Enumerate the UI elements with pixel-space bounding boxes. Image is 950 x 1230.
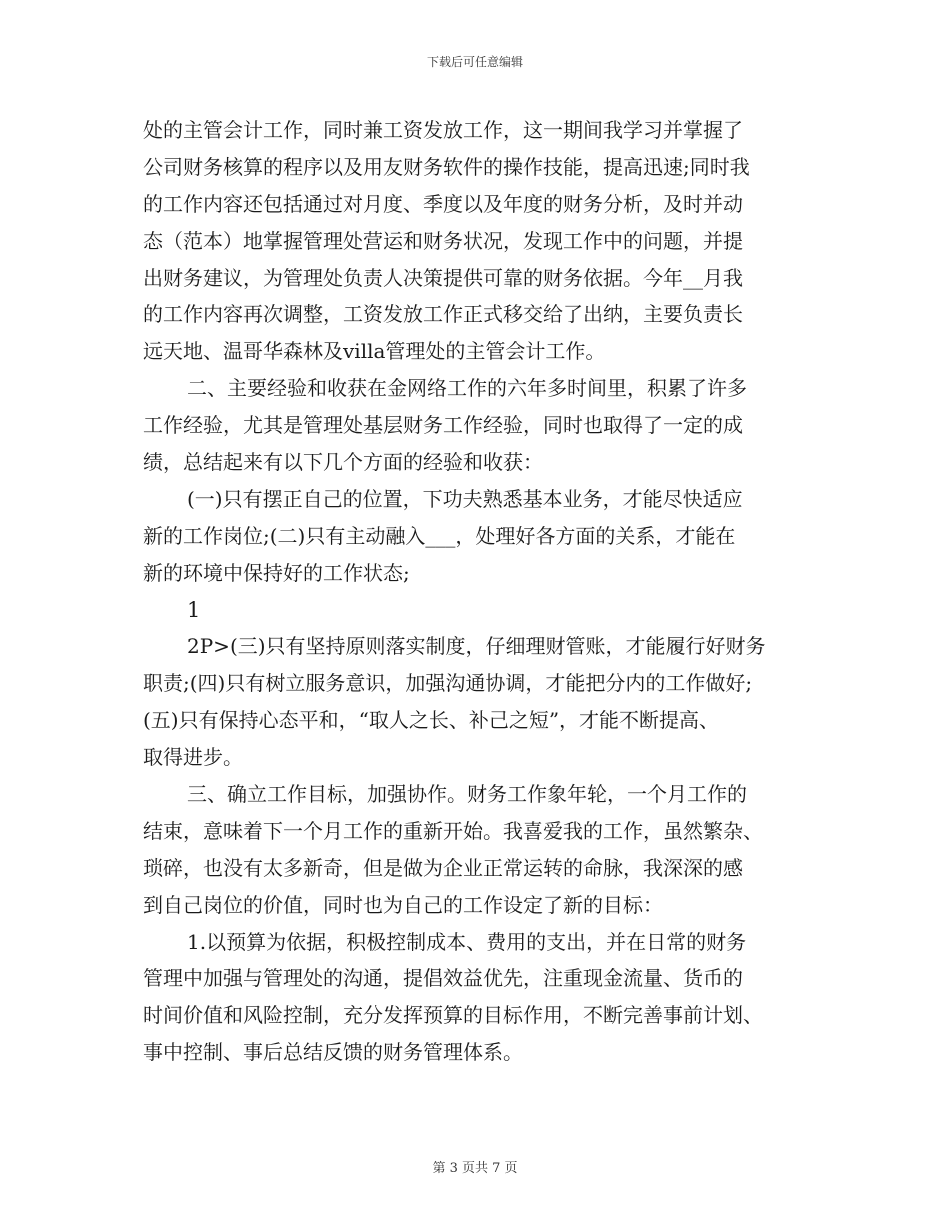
text-line: 公司财务核算的程序以及用友财务软件的操作技能，提高迅速;同时我 (143, 154, 750, 179)
paragraph-start-line: (一)只有摆正自己的位置，下功夫熟悉基本业务，才能尽快适应 (187, 486, 743, 511)
text-line: 工作经验，尤其是管理处基层财务工作经验，同时也取得了一定的成 (143, 413, 743, 438)
text-line: (五)只有保持心态平和，“取人之长、补己之短”，才能不断提高、 (143, 708, 720, 733)
text-line: 琐碎，也没有太多新奇，但是做为企业正常运转的命脉，我深深的感 (143, 855, 743, 880)
text-line: 的工作内容再次调整，工资发放工作正式移交给了出纳，主要负责长 (143, 302, 743, 327)
text-line: 远天地、温哥华森林及villa管理处的主管会计工作。 (143, 339, 606, 364)
inline-page-number: 1 (187, 597, 201, 622)
paragraph-start-line: 三、确立工作目标，加强协作。财务工作象年轮，一个月工作的 (187, 782, 747, 807)
text-line: 职责;(四)只有树立服务意识，加强沟通协调，才能把分内的工作做好; (143, 671, 753, 696)
text-line: 出财务建议，为管理处负责人决策提供可靠的财务依据。今年__月我 (143, 265, 743, 290)
document-body (143, 112, 808, 1071)
paragraph-start-line: 二、主要经验和收获在金网络工作的六年多时间里，积累了许多 (187, 376, 747, 401)
text-line: 新的工作岗位;(二)只有主动融入___，处理好各方面的关系，才能在 (143, 523, 736, 548)
text-line: 到自己岗位的价值，同时也为自己的工作设定了新的目标： (143, 892, 663, 917)
text-line: 新的环境中保持好的工作状态; (143, 560, 410, 585)
text-line: 的工作内容还包括通过对月度、季度以及年度的财务分析，及时并动 (143, 191, 743, 216)
text-line: 取得进步。 (143, 745, 243, 770)
paragraph-start-line: 1.以预算为依据，积极控制成本、费用的支出，并在日常的财务 (187, 929, 747, 954)
text-line: 态（范本）地掌握管理处营运和财务状况，发现工作中的问题，并提 (143, 228, 743, 253)
text-line: 管理中加强与管理处的沟通，提倡效益优先，注重现金流量、货币的 (143, 966, 743, 991)
page-footer: 第 3 页共 7 页 (432, 1161, 518, 1176)
text-line: 时间价值和风险控制，充分发挥预算的目标作用，不断完善事前计划、 (143, 1003, 763, 1028)
text-line: 处的主管会计工作，同时兼工资发放工作，这一期间我学习并掌握了 (143, 118, 743, 142)
text-line: 事中控制、事后总结反馈的财务管理体系。 (143, 1040, 523, 1065)
page-header: 下载后可任意编辑 (426, 55, 523, 69)
text-line: 结束，意味着下一个月工作的重新开始。我喜爱我的工作，虽然繁杂、 (143, 818, 763, 843)
paragraph-start-line: 2P>(三)只有坚持原则落实制度，仔细理财管账，才能履行好财务 (187, 634, 766, 659)
text-line: 绩，总结起来有以下几个方面的经验和收获： (143, 450, 543, 475)
